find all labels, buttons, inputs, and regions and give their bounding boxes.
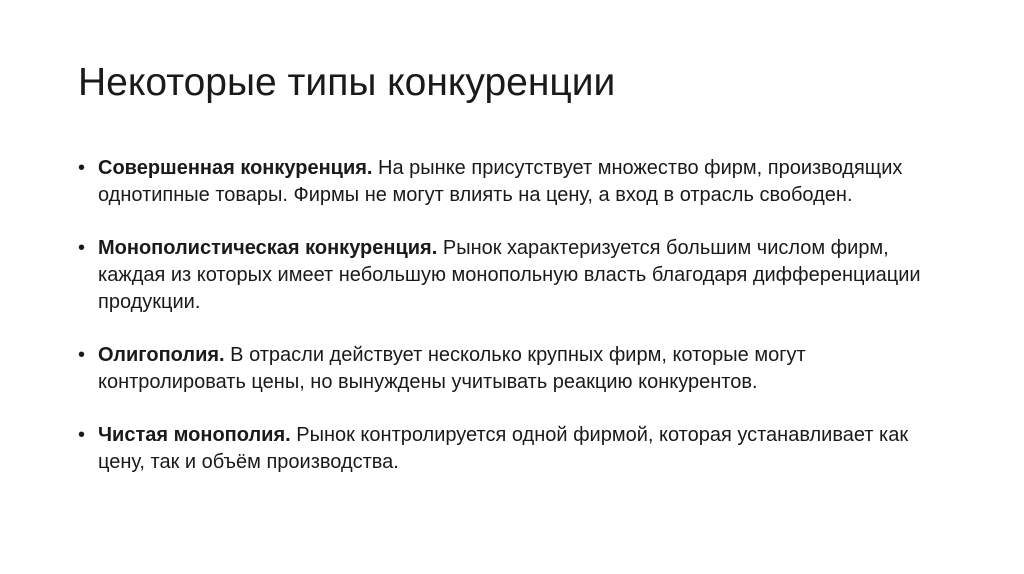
bullet-term: Олигополия. [98,344,225,366]
bullet-text: Рынок характеризуется большим числом фирм, каждая из которых имеет небольшую монопольную власть благодаря дифференциации продукции. [98,237,921,313]
bullet-item-monopolistic-competition [78,235,958,316]
bullet-icon: • [78,237,86,259]
bullet-icon: • [78,344,86,366]
bullet-term: Чистая монополия. [98,424,291,446]
bullet-item-pure-monopoly [78,422,958,476]
bullet-item-perfect-competition [78,155,958,209]
bullet-text: На рынке присутствует множество фирм, производящих однотипные товары. Фирмы не могут влиять на цену, а вход в отрасль свободен. [98,157,903,206]
bullet-icon: • [78,157,86,179]
bullet-list [78,155,958,502]
bullet-text: В отрасли действует несколько крупных фирм, которые могут контролировать цены, но вынуждены учитывать реакцию конкурентов. [98,344,806,393]
bullet-icon: • [78,424,86,446]
bullet-item-oligopoly [78,342,958,396]
slide-title: Некоторые типы конкуренции [78,61,616,104]
bullet-text: Рынок контролируется одной фирмой, которая устанавливает как цену, так и объём производства. [98,424,909,473]
bullet-term: Совершенная конкуренция. [98,157,373,179]
bullet-term: Монополистическая конкуренция. [98,237,438,259]
